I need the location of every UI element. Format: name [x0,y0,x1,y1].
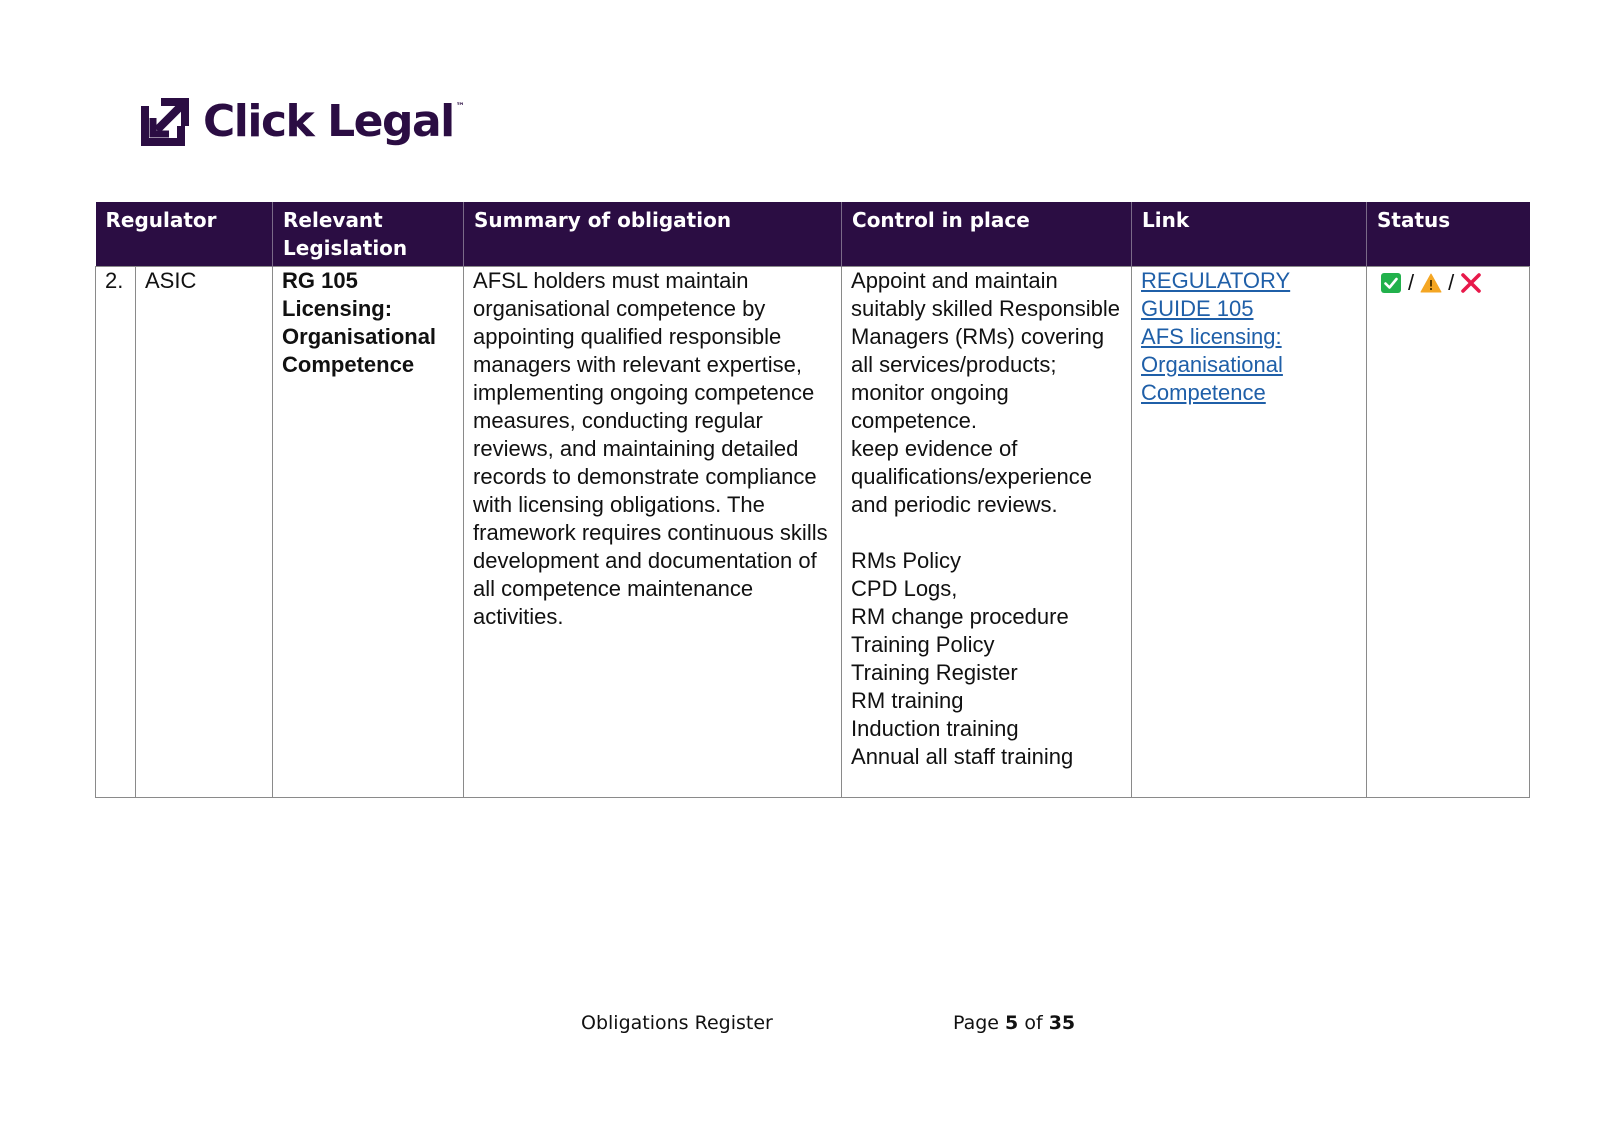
trademark-symbol: ™ [455,102,465,112]
summary-cell: AFSL holders must maintain organisational competence by appointing qualified responsible managers with relevant expertise, implementing ongoing competence measures, conducting regular reviews, and maintaining detailed records to demonstrate compliance with licensing obligations. The framework requires continuous skills development and documentation of all competence maintenance activities. [464,267,842,798]
control-evidence: keep evidence of qualifications/experience and periodic reviews. [851,436,1092,517]
external-link-arrow-icon [139,96,191,148]
status-options [1376,267,1520,297]
header-regulator: Regulator [96,202,273,267]
header-summary: Summary of obligation [464,202,842,267]
status-separator: / [1448,270,1455,295]
control-intro: Appoint and maintain suitably skilled Responsible Managers (RMs) covering all services/products; monitor ongoing competence. [851,268,1121,433]
page-total: 35 [1048,1012,1076,1034]
obligations-table [95,202,1530,798]
header-status: Status [1367,202,1530,267]
control-item: RM training [851,688,964,713]
table-row [96,267,1530,798]
header-control: Control in place [842,202,1132,267]
afs-licensing-link[interactable]: AFS licensing: Organisational Competence [1141,324,1283,405]
link-cell [1132,267,1367,798]
status-separator: / [1408,270,1415,295]
control-item: Annual all staff training [851,744,1074,769]
cross-icon[interactable] [1460,272,1482,294]
control-spacer [851,519,1122,547]
control-item: CPD Logs, [851,576,958,601]
control-item: RMs Policy [851,548,962,573]
regulatory-guide-link[interactable]: REGULATORY GUIDE 105 [1141,268,1291,321]
check-icon[interactable] [1380,272,1402,294]
header-legislation: Relevant Legislation [273,202,464,267]
control-item: RM change procedure [851,604,1069,629]
control-item: Training Policy [851,632,995,657]
legislation-cell: RG 105 Licensing: Organisational Competence [273,267,464,798]
page-prefix: Page [953,1012,999,1034]
control-item: Induction training [851,716,1019,741]
control-cell [842,267,1132,798]
status-cell [1367,267,1530,798]
brand-name: Click Legal [203,96,454,147]
row-number: 2. [96,267,136,798]
header-link: Link [1132,202,1367,267]
footer-page-number [953,1012,1075,1034]
table-header-row [96,202,1530,267]
warning-icon[interactable] [1420,272,1442,294]
regulator-cell: ASIC [136,267,273,798]
page-current: 5 [1005,1012,1019,1034]
page-of: of [1024,1012,1043,1034]
footer-document-title: Obligations Register [581,1012,773,1034]
click-legal-logo [139,96,465,148]
control-item: Training Register [851,660,1018,685]
